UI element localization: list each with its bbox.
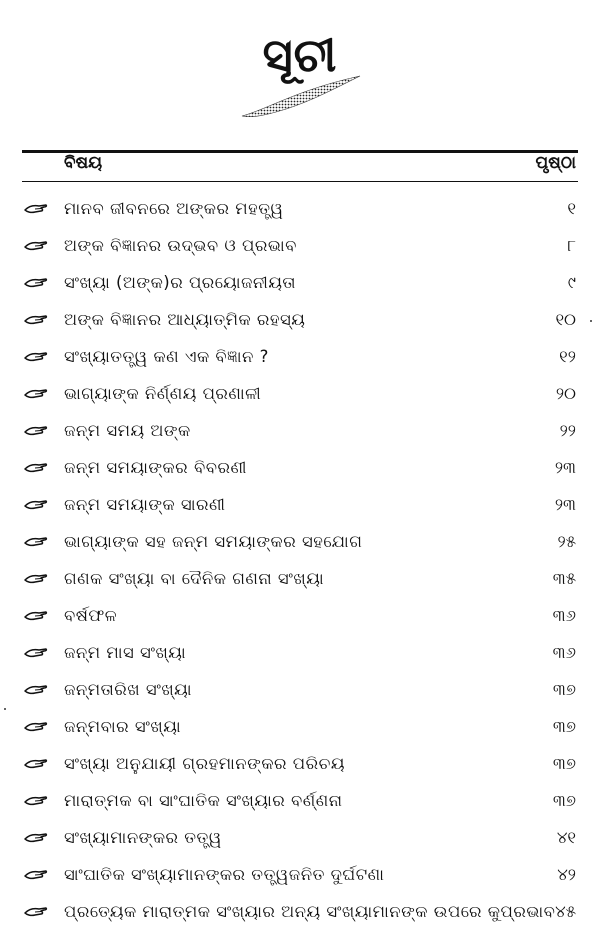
toc-row[interactable] xyxy=(0,227,600,264)
toc-entry-page: ୩୭ xyxy=(552,754,576,773)
hand-bullet-icon xyxy=(24,536,48,548)
table-of-contents xyxy=(0,190,600,930)
column-header-page: ପୃଷ୍ଠା xyxy=(535,153,576,173)
hand-bullet-icon xyxy=(24,351,48,363)
toc-entry-page: ୨୨ xyxy=(559,421,576,440)
toc-entry-title: ଜନ୍ମବାର ସଂଖ୍ୟା xyxy=(64,717,182,736)
hand-bullet-icon xyxy=(24,647,48,659)
toc-entry-page: ୩୫ xyxy=(552,569,576,588)
hand-bullet-icon xyxy=(24,203,48,215)
toc-row[interactable] xyxy=(0,190,600,227)
toc-entry-page: ୩୭ xyxy=(552,791,576,810)
toc-entry-page: ୩୬ xyxy=(552,606,576,625)
column-header-subject: ବିଷୟ xyxy=(64,153,103,173)
toc-entry-title: ସଂଖ୍ୟା ଅନୁଯାୟୀ ଗ୍ରହମାନଙ୍କର ପରିଚୟ xyxy=(64,754,345,773)
header-top-rule xyxy=(22,150,578,153)
toc-entry-page: ୧ xyxy=(567,199,576,218)
toc-entry-page: ୪୨ xyxy=(557,865,576,884)
toc-entry-page: ୨୫ xyxy=(557,532,576,551)
toc-row[interactable] xyxy=(0,412,600,449)
toc-entry-title: ଅଙ୍କ ବିଜ୍ଞାନର ଉଦ୍ଭବ ଓ ପ୍ରଭାବ xyxy=(64,236,297,255)
toc-entry-page: ୮ xyxy=(567,236,576,255)
hand-bullet-icon xyxy=(24,277,48,289)
hand-bullet-icon xyxy=(24,610,48,622)
toc-entry-title: ଜନ୍ମ ସମୟ ଅଙ୍କ xyxy=(64,421,191,440)
toc-entry-page: ୨୩ xyxy=(554,458,576,477)
toc-row[interactable] xyxy=(0,819,600,856)
toc-entry-title: ମାନବ ଜୀବନରେ ଅଙ୍କର ମହତ୍ତ୍ୱ xyxy=(64,199,284,218)
swoosh-ornament-icon xyxy=(236,70,366,122)
toc-entry-title: ସାଂଘାତିକ ସଂଖ୍ୟାମାନଙ୍କର ତତ୍ତ୍ୱଜନିତ ଦୁର୍ଘଟଣା xyxy=(64,865,385,884)
toc-entry-title: ଜନ୍ମ ସମୟାଙ୍କର ବିବରଣୀ xyxy=(64,458,248,477)
toc-entry-title: ପ୍ରତ୍ୟେକ ମାରାତ୍ମକ ସଂଖ୍ୟାର ଅନ୍ୟ ସଂଖ୍ୟାମାନଙ୍କ ଉପରେ କୁପ୍ରଭାବ xyxy=(64,902,556,921)
toc-entry-title: ବର୍ଷଫଳ xyxy=(64,606,118,625)
toc-entry-page: ୪୫ xyxy=(555,902,576,921)
toc-entry-title: ଜନ୍ମ ମାସ ସଂଖ୍ୟା xyxy=(64,643,187,662)
speck xyxy=(4,708,6,710)
toc-entry-page: ୧୦ xyxy=(555,310,576,329)
toc-row[interactable] xyxy=(0,449,600,486)
hand-bullet-icon xyxy=(24,758,48,770)
page-title: ସୂଚୀ xyxy=(262,28,338,82)
toc-entry-page: ୨୦ xyxy=(555,384,576,403)
toc-entry-page: ୧୨ xyxy=(559,347,576,366)
toc-row[interactable] xyxy=(0,264,600,301)
toc-row[interactable] xyxy=(0,708,600,745)
toc-entry-title: ସଂଖ୍ୟା (ଅଙ୍କ)ର ପ୍ରୟୋଜନୀୟତା xyxy=(64,273,297,292)
toc-row[interactable] xyxy=(0,338,600,375)
toc-entry-title: ଅଙ୍କ ବିଜ୍ଞାନର ଆଧ୍ୟାତ୍ମିକ ରହସ୍ୟ xyxy=(64,310,306,329)
hand-bullet-icon xyxy=(24,721,48,733)
toc-entry-title: ଜନ୍ମ ସମୟାଙ୍କ ସାରଣୀ xyxy=(64,495,226,514)
hand-bullet-icon xyxy=(24,684,48,696)
toc-entry-title: ସଂଖ୍ୟାମାନଙ୍କର ତତ୍ତ୍ୱ xyxy=(64,828,222,847)
toc-row[interactable] xyxy=(0,597,600,634)
toc-entry-title: ସଂଖ୍ୟାତତ୍ତ୍ୱ କଣ ଏକ ବିଜ୍ଞାନ ? xyxy=(64,347,269,366)
hand-bullet-icon xyxy=(24,795,48,807)
toc-entry-page: ୩୬ xyxy=(552,643,576,662)
toc-row[interactable] xyxy=(0,671,600,708)
toc-row[interactable] xyxy=(0,856,600,893)
hand-bullet-icon xyxy=(24,388,48,400)
toc-row[interactable] xyxy=(0,486,600,523)
speck xyxy=(590,320,592,322)
hand-bullet-icon xyxy=(24,573,48,585)
toc-entry-title: ଜନ୍ମତାରିଖ ସଂଖ୍ୟା xyxy=(64,680,193,699)
hand-bullet-icon xyxy=(24,906,48,918)
toc-entry-title: ଗଣକ ସଂଖ୍ୟା ବା ଦୈନିକ ଗଣନା ସଂଖ୍ୟା xyxy=(64,569,325,588)
hand-bullet-icon xyxy=(24,832,48,844)
toc-entry-page: ୯ xyxy=(567,273,576,292)
toc-entry-page: ୩୭ xyxy=(552,717,576,736)
hand-bullet-icon xyxy=(24,314,48,326)
toc-entry-page: ୩୭ xyxy=(552,680,576,699)
toc-row[interactable] xyxy=(0,893,600,930)
toc-row[interactable] xyxy=(0,523,600,560)
hand-bullet-icon xyxy=(24,240,48,252)
hand-bullet-icon xyxy=(24,462,48,474)
toc-entry-title: ଭାଗ୍ୟାଙ୍କ ସହ ଜନ୍ମ ସମୟାଙ୍କର ସହଯୋଗ xyxy=(64,532,363,551)
toc-entry-title: ମାରାତ୍ମକ ବା ସାଂଘାତିକ ସଂଖ୍ୟାର ବର୍ଣ୍ଣନା xyxy=(64,791,343,810)
toc-row[interactable] xyxy=(0,745,600,782)
header-bottom-rule xyxy=(22,181,578,182)
toc-entry-title: ଭାଗ୍ୟାଙ୍କ ନିର୍ଣ୍ଣୟ ପ୍ରଣାଳୀ xyxy=(64,384,262,403)
toc-entry-page: ୪୧ xyxy=(556,828,576,847)
hand-bullet-icon xyxy=(24,869,48,881)
toc-row[interactable] xyxy=(0,375,600,412)
hand-bullet-icon xyxy=(24,499,48,511)
toc-row[interactable] xyxy=(0,782,600,819)
toc-entry-page: ୨୩ xyxy=(554,495,576,514)
hand-bullet-icon xyxy=(24,425,48,437)
toc-row[interactable] xyxy=(0,634,600,671)
toc-row[interactable] xyxy=(0,560,600,597)
toc-row[interactable] xyxy=(0,301,600,338)
